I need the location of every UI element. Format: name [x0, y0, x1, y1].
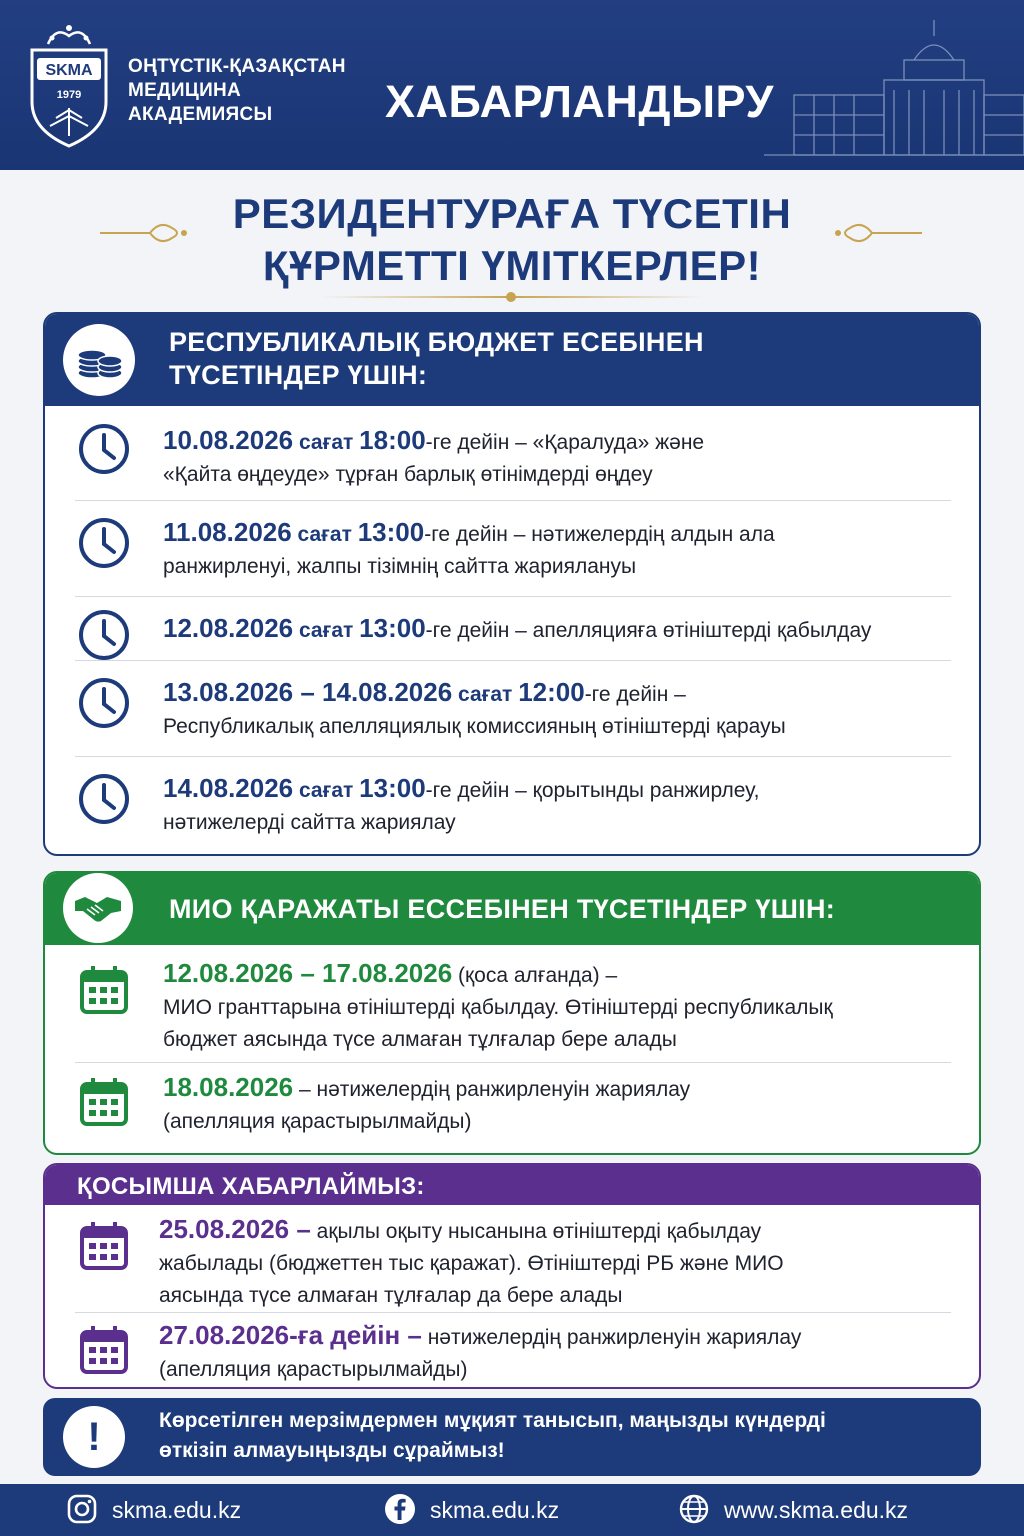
clock-icon [77, 422, 131, 476]
coins-icon [63, 324, 135, 396]
headline-line1: РЕЗИДЕНТУРАҒА ТҮСЕТІН [232, 190, 792, 237]
item-time-label: сағат [458, 683, 513, 706]
extra-section [43, 1163, 981, 1389]
calendar-icon [77, 1219, 131, 1273]
item-note: нәтижелердің ранжирленуін жариялау [421, 1326, 802, 1349]
header-title: ХАБАРЛАНДЫРУ [385, 76, 774, 127]
item-text1: – нәтижелердің алдын ала [507, 523, 775, 546]
divider [75, 660, 951, 661]
notice-banner [43, 1398, 981, 1476]
item-suffix: -ге дейін [425, 431, 510, 454]
notice-line1: Көрсетілген мерзімдермен мұқият танысып, маңызды күндерді [159, 1409, 826, 1432]
exclamation-icon: ! [63, 1406, 125, 1468]
item-date: 12.08.2026 [163, 613, 294, 643]
item-text1: (апелляция қарастырылмайды) [163, 1110, 472, 1133]
item-suffix: -ге дейін [425, 619, 510, 642]
item-text [163, 772, 959, 839]
globe-icon[interactable] [678, 1493, 710, 1525]
budget-title-line1: РЕСПУБЛИКАЛЫҚ БЮДЖЕТ ЕСЕБІНЕН [169, 327, 704, 357]
item-note: (қоса алғанда) – [452, 964, 618, 987]
divider [75, 500, 951, 501]
item-text1: МИО гранттарына өтініштерді қабылдау. Өтініштерді республикалық [163, 996, 833, 1019]
item-text [163, 424, 959, 491]
website-link[interactable]: www.skma.edu.kz [724, 1497, 909, 1523]
item-time-label: сағат [297, 523, 352, 546]
org-name-line1: ОҢТҮСТІК-ҚАЗАҚСТАН [128, 56, 346, 77]
logo-abbr: SKMA [45, 62, 93, 79]
item-time: 12:00 [518, 677, 585, 707]
item-date: 14.08.2026 [163, 773, 294, 803]
item-text1: – [668, 683, 686, 706]
org-name [128, 55, 346, 127]
item-time: 13:00 [359, 773, 426, 803]
extra-section-title: ҚОСЫМША ХАБАРЛАЙМЫЗ: [77, 1173, 425, 1200]
budget-section [43, 312, 981, 856]
headline-line2: ҚҰРМЕТТІ ҮМІТКЕРЛЕР! [262, 242, 762, 289]
footer [0, 1484, 1024, 1536]
item-text2: ранжирленуі, жалпы тізімнің сайтта жариялануы [163, 555, 637, 578]
budget-section-title [169, 326, 704, 392]
notice-text [159, 1406, 826, 1466]
item-text2: «Қайта өңдеуде» тұрған барлық өтінімдерді өңдеу [163, 463, 653, 486]
item-date: 25.08.2026 – [159, 1214, 311, 1244]
handshake-icon [63, 873, 133, 943]
headline [0, 188, 1024, 292]
item-time: 13:00 [357, 517, 425, 547]
item-text1: – қорытынды ранжирлеу, [509, 779, 760, 802]
item-date: 18.08.2026 [163, 1072, 294, 1102]
extra-section-header [45, 1165, 979, 1205]
clock-icon [77, 608, 131, 662]
clock-icon [77, 676, 131, 730]
item-text1: (апелляция қарастырылмайды) [159, 1358, 468, 1381]
item-time: 18:00 [359, 425, 426, 455]
item-text [163, 1071, 959, 1138]
item-time-label: сағат [298, 431, 354, 454]
header-banner [0, 0, 1024, 170]
item-text [159, 1319, 959, 1386]
divider [75, 596, 951, 597]
gold-divider-dot [506, 292, 516, 302]
divider [75, 1062, 951, 1063]
clock-icon [77, 772, 131, 826]
budget-title-line2: ТҮСЕТІНДЕР ҮШІН: [169, 360, 428, 390]
logo-year: 1979 [56, 89, 82, 101]
mio-section-header [45, 873, 979, 945]
mio-section-title: МИО ҚАРАЖАТЫ ЕССЕБІНЕН ТҮСЕТІНДЕР ҮШІН: [169, 894, 836, 924]
item-text2: нәтижелерді сайтта жариялау [163, 811, 456, 834]
building-illustration [764, 10, 1024, 160]
item-text1: жабылады (бюджеттен тыс қаражат). Өтініштерді РБ және МИО [159, 1252, 784, 1275]
item-note: – нәтижелердің ранжирленуін жариялау [293, 1078, 691, 1101]
item-suffix: -ге дейін [425, 779, 510, 802]
academy-logo [28, 18, 110, 150]
item-time-label: сағат [298, 619, 354, 642]
budget-section-header [45, 314, 979, 406]
instagram-link[interactable]: skma.edu.kz [112, 1497, 242, 1523]
item-date: 10.08.2026 [163, 425, 294, 455]
divider [75, 756, 951, 757]
clock-icon [77, 516, 131, 570]
facebook-icon[interactable] [384, 1493, 416, 1525]
item-text1: – «Қаралуда» және [509, 431, 705, 454]
facebook-link[interactable]: skma.edu.kz [430, 1497, 560, 1523]
org-name-line2: МЕДИЦИНА [128, 80, 242, 101]
item-date: 13.08.2026 – 14.08.2026 [163, 677, 453, 707]
item-text [163, 516, 959, 583]
org-name-line3: АКАДЕМИЯСЫ [128, 104, 273, 125]
instagram-icon[interactable] [66, 1493, 98, 1525]
calendar-icon [77, 963, 131, 1017]
item-text [159, 1213, 959, 1312]
item-note: ақылы оқыту нысанына өтініштерді қабылдау [310, 1220, 762, 1243]
item-suffix: -ге дейін [424, 523, 508, 546]
item-text1: – апелляцияға өтініштерді қабылдау [509, 619, 872, 642]
mio-section [43, 871, 981, 1155]
item-text [163, 957, 959, 1056]
item-text2: Республикалық апелляциялық комиссияның өтініштерді қарауы [163, 715, 786, 738]
item-suffix: -ге дейін [584, 683, 669, 706]
item-date: 27.08.2026-ға дейін – [159, 1320, 422, 1350]
item-date: 11.08.2026 [163, 517, 292, 547]
notice-line2: өткізіп алмауыңызды сұраймыз! [159, 1439, 505, 1462]
item-text [163, 612, 959, 647]
item-text2: бюджет аясында түсе алмаған тұлғалар бере алады [163, 1028, 677, 1051]
item-text2: аясында түсе алмаған тұлғалар да бере алады [159, 1284, 623, 1307]
item-text [163, 676, 959, 743]
divider [75, 1312, 951, 1313]
item-date: 12.08.2026 – 17.08.2026 [163, 958, 453, 988]
calendar-icon [77, 1323, 131, 1377]
calendar-icon [77, 1075, 131, 1129]
item-time-label: сағат [298, 779, 354, 802]
item-time: 13:00 [359, 613, 426, 643]
